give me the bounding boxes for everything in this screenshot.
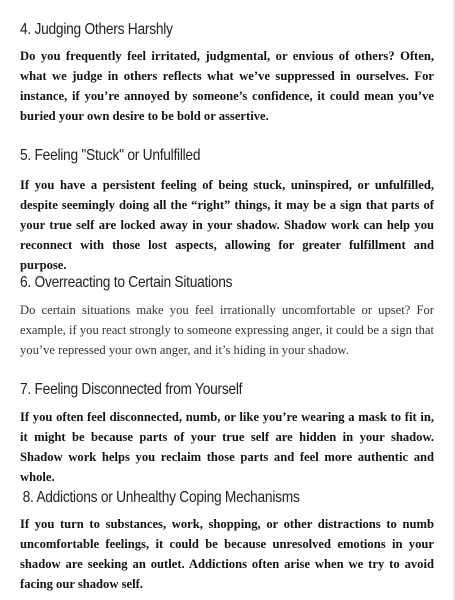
section-heading: 4. Judging Others Harshly [20, 21, 173, 38]
section-heading: 8. Addictions or Unhealthy Coping Mechanisms [22, 489, 300, 506]
section-heading: 7. Feeling Disconnected from Yourself [20, 381, 243, 398]
section-body: If you have a persistent feeling of being stuck, uninspired, or unfulfilled, despite seemingly doing all the “right” things, it may be a sign that parts of your true self are locked away in your shadow. Shadow work can help you reconnect with those lost aspects, allowing for greater fulfillment and purpose. [20, 178, 434, 272]
section-overreacting [20, 273, 434, 360]
section-judging-others [20, 20, 434, 126]
section-addictions [20, 488, 434, 594]
section-body: If you often feel disconnected, numb, or like you’re wearing a mask to fit in, it might be because parts of your true self are hidden in your shadow. Shadow work helps you reclaim those parts and feel more authentic and whole. [20, 410, 434, 484]
section-disconnected [20, 380, 434, 487]
section-heading: 6. Overreacting to Certain Situations [20, 274, 233, 291]
section-feeling-stuck [20, 146, 434, 275]
section-body: Do certain situations make you feel irrationally uncomfortable or upset? For example, if you react strongly to someone expressing anger, it could be a sign that you’ve repressed your own anger, and it’s hiding in your shadow. [20, 303, 434, 357]
section-body: If you turn to substances, work, shopping, or other distractions to numb uncomfortable feelings, it could be because unresolved emotions in your shadow are seeking an outlet. Addictions often arise when we try to avoid facing our shadow self. [20, 517, 434, 591]
section-body: Do you frequently feel irritated, judgmental, or envious of others? Often, what we judge in others reflects what we’ve suppressed in ourselves. For instance, if you’re annoyed by someone’s confidence, it could mean you’ve buried your own desire to be bold or assertive. [20, 49, 434, 123]
section-heading: 5. Feeling "Stuck" or Unfulfilled [20, 147, 201, 164]
